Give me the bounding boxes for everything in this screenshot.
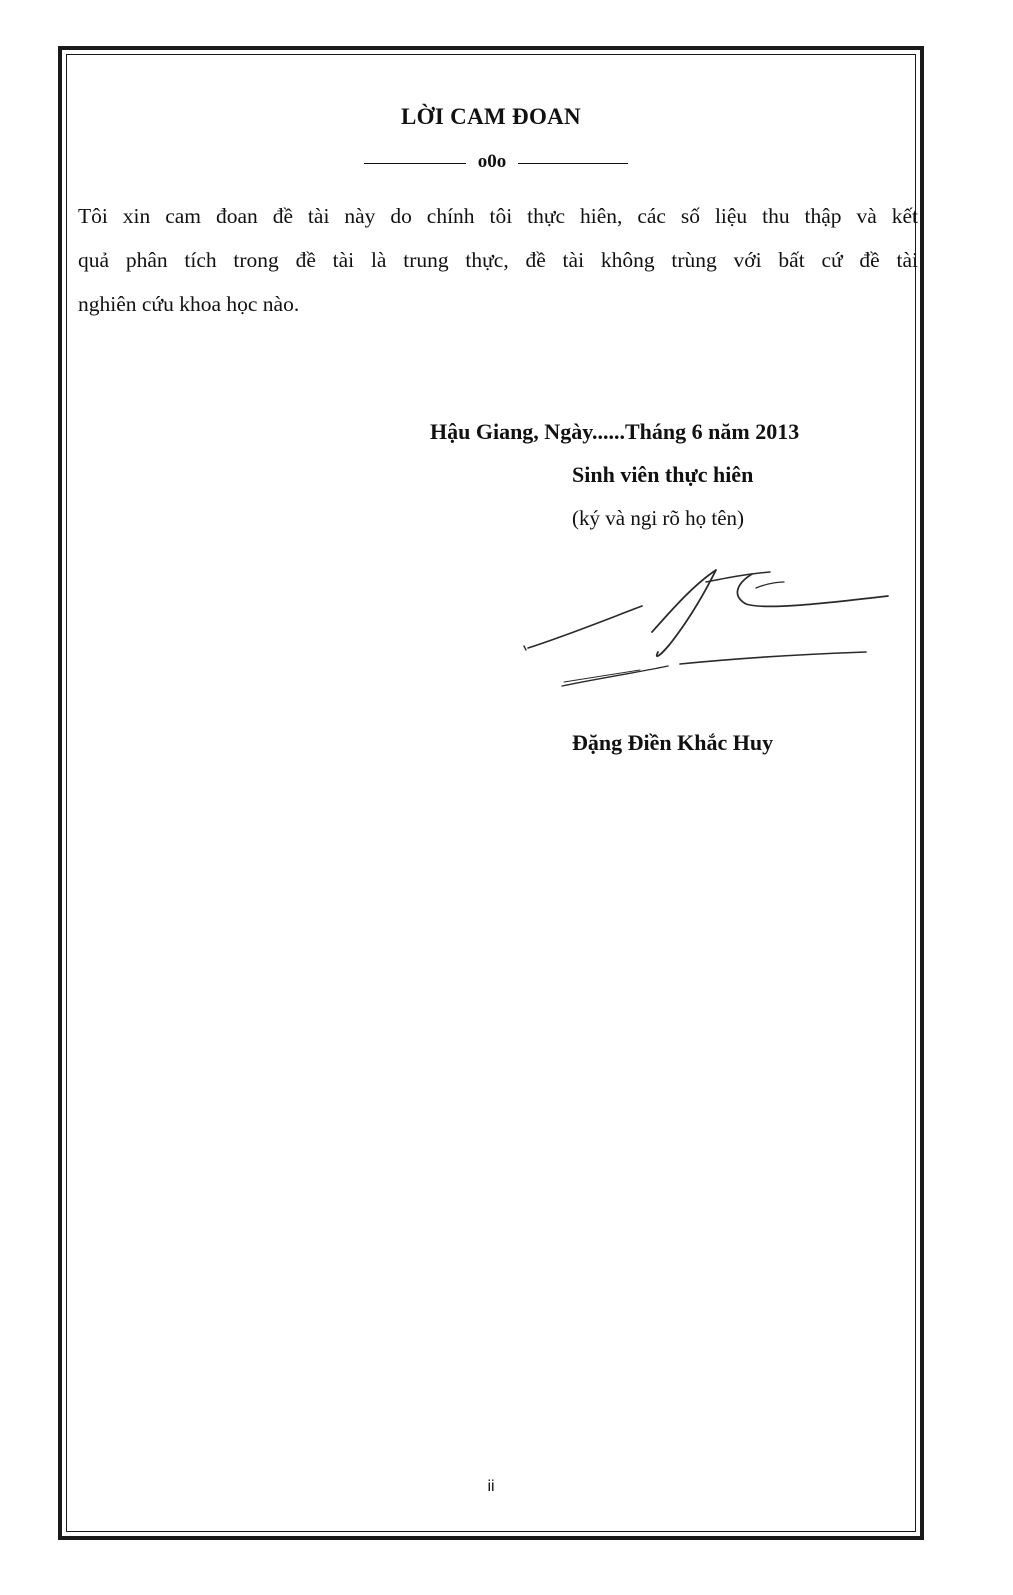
place-date: Hậu Giang, Ngày......Tháng 6 năm 2013: [430, 419, 800, 444]
paragraph-line-2: quả phân tích trong đề tài là trung thực, đề tài không trùng với bất cứ đề tài: [78, 248, 918, 272]
signer-role: Sinh viên thực hiên: [572, 462, 754, 487]
page-number: ii: [487, 1478, 495, 1495]
ornament-mark: o0o: [477, 151, 507, 172]
paragraph-line-1: Tôi xin cam đoan đề tài này do chính tôi thực hiên, các số liệu thu thập và kết: [78, 204, 918, 228]
sign-instruction: (ký và ngi rõ họ tên): [572, 506, 745, 530]
paragraph-line-3: nghiên cứu khoa học nào.: [78, 292, 300, 316]
title-ornament: [364, 150, 628, 174]
handwritten-signature: [520, 560, 900, 700]
document-title: LỜI CAM ĐOAN: [401, 104, 581, 129]
declaration-paragraph: [78, 194, 918, 326]
signer-name: Đặng Điền Khắc Huy: [572, 730, 774, 755]
ornament-line-right: [518, 163, 628, 164]
ornament-line-left: [364, 163, 466, 164]
